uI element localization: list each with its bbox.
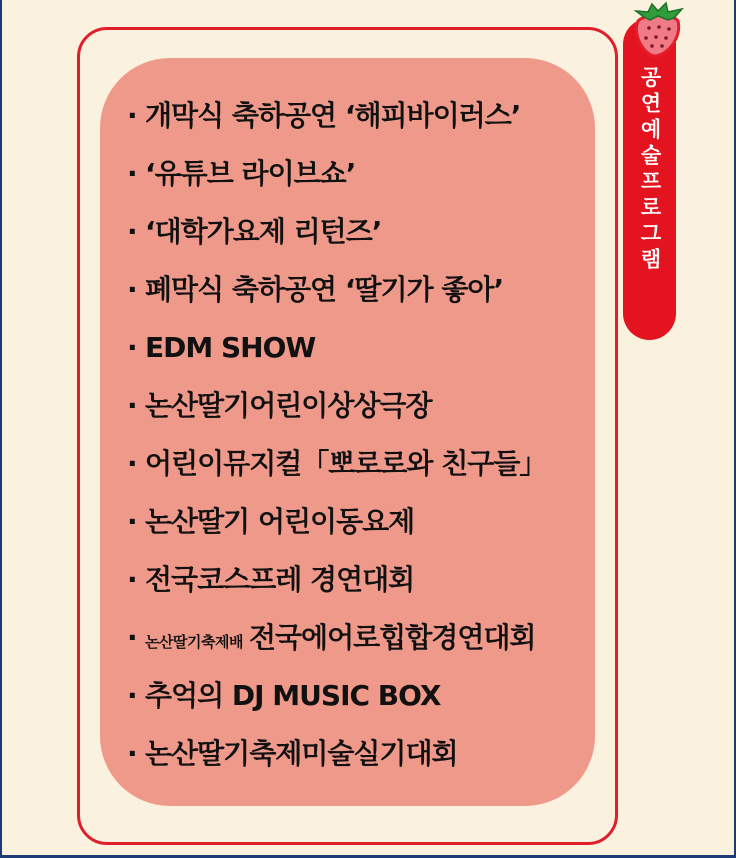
bullet: · — [127, 389, 137, 422]
item-text: 개막식 축하공연 ‘해피바이러스’ — [145, 99, 521, 132]
item-text: EDM SHOW — [145, 331, 316, 364]
item-text: ‘유튜브 라이브쇼’ — [145, 157, 356, 190]
item-text: 추억의 DJ MUSIC BOX — [145, 679, 441, 712]
bullet: · — [127, 737, 137, 770]
bullet: · — [127, 621, 137, 654]
item-text: 논산딸기 어린이동요제 — [145, 505, 415, 538]
list-item — [127, 326, 546, 384]
item-prefix: 논산딸기축제배 — [145, 633, 243, 651]
program-category-tab — [623, 18, 676, 340]
list-item — [127, 500, 546, 558]
item-text: 어린이뮤지컬「뽀로로와 친구들」 — [145, 447, 547, 480]
list-item — [127, 616, 546, 674]
program-list — [127, 94, 546, 790]
list-item — [127, 674, 546, 732]
list-item — [127, 210, 546, 268]
item-text: 전국코스프레 경연대회 — [145, 563, 415, 596]
strawberry-icon — [628, 1, 688, 59]
list-item — [127, 732, 546, 790]
item-text: 논산딸기어린이상상극장 — [145, 389, 432, 422]
list-item — [127, 442, 546, 500]
bullet: · — [127, 215, 137, 248]
bullet: · — [127, 679, 137, 712]
list-item — [127, 268, 546, 326]
bullet: · — [127, 331, 137, 364]
bullet: · — [127, 157, 137, 190]
list-item — [127, 558, 546, 616]
item-text: 전국에어로힙합경연대회 — [248, 621, 536, 654]
item-text: 논산딸기축제미술실기대회 — [145, 737, 458, 770]
program-category-title: 공연예술프로그램 — [638, 66, 662, 274]
list-item — [127, 384, 546, 442]
bullet: · — [127, 273, 137, 306]
item-text: 폐막식 축하공연 ‘딸기가 좋아’ — [145, 273, 504, 306]
bullet: · — [127, 505, 137, 538]
list-item — [127, 152, 546, 210]
bullet: · — [127, 447, 137, 480]
bullet: · — [127, 563, 137, 596]
item-text: ‘대학가요제 리턴즈’ — [145, 215, 382, 248]
list-item — [127, 94, 546, 152]
page-left-border — [0, 0, 2, 858]
bullet: · — [127, 99, 137, 132]
